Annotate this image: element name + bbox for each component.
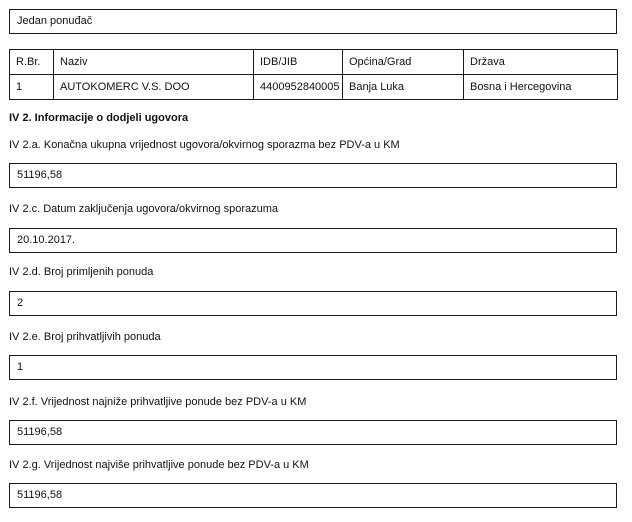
table-cell-idb-jib: 4400952840005 (254, 75, 343, 100)
field-label-2g: IV 2.g. Vrijednost najviše prihvatljive ponude bez PDV-a u KM (9, 459, 309, 471)
column-header-rbr: R.Br. (10, 50, 54, 75)
section-title: IV 2. Informacije o dodjeli ugovora (9, 112, 189, 124)
column-header-naziv: Naziv (54, 50, 254, 75)
field-value-2e-text: 1 (17, 361, 24, 373)
field-value-2a-text: 51196,58 (17, 169, 63, 181)
field-value-2a (9, 163, 617, 188)
field-value-2e (9, 355, 617, 380)
field-label-2a: IV 2.a. Konačna ukupna vrijednost ugovora/okvirnog sporazma bez PDV-a u KM (9, 139, 400, 151)
field-label-2f: IV 2.f. Vrijednost najniže prihvatljive ponude bez PDV-a u KM (9, 396, 307, 408)
field-label-2e: IV 2.e. Broj prihvatljivih ponuda (9, 331, 161, 343)
bidder-type-field (9, 9, 617, 34)
field-value-2c (9, 228, 617, 253)
table-cell-drzava: Bosna i Hercegovina (464, 75, 618, 100)
field-value-2f (9, 420, 617, 445)
table-cell-opcina-grad: Banja Luka (343, 75, 464, 100)
field-value-2g-text: 51196,58 (17, 489, 63, 501)
table-row (10, 75, 618, 100)
column-header-drzava: Država (464, 50, 618, 75)
field-value-2c-text: 20.10.2017. (17, 234, 76, 246)
column-header-opcina-grad: Općina/Grad (343, 50, 464, 75)
field-label-2c: IV 2.c. Datum zaključenja ugovora/okvirnog sporazuma (9, 203, 279, 215)
field-value-2d (9, 291, 617, 316)
column-header-idb-jib: IDB/JIB (254, 50, 343, 75)
bidder-type-value: Jedan ponuđač (17, 15, 93, 27)
field-value-2g (9, 483, 617, 508)
field-value-2d-text: 2 (17, 297, 24, 309)
field-label-2d: IV 2.d. Broj primljenih ponuda (9, 266, 154, 278)
field-value-2f-text: 51196,58 (17, 426, 63, 438)
table-cell-rbr: 1 (10, 75, 54, 100)
bidders-table (9, 49, 618, 100)
table-cell-naziv: AUTOKOMERC V.S. DOO (54, 75, 254, 100)
table-header-row (10, 50, 618, 75)
